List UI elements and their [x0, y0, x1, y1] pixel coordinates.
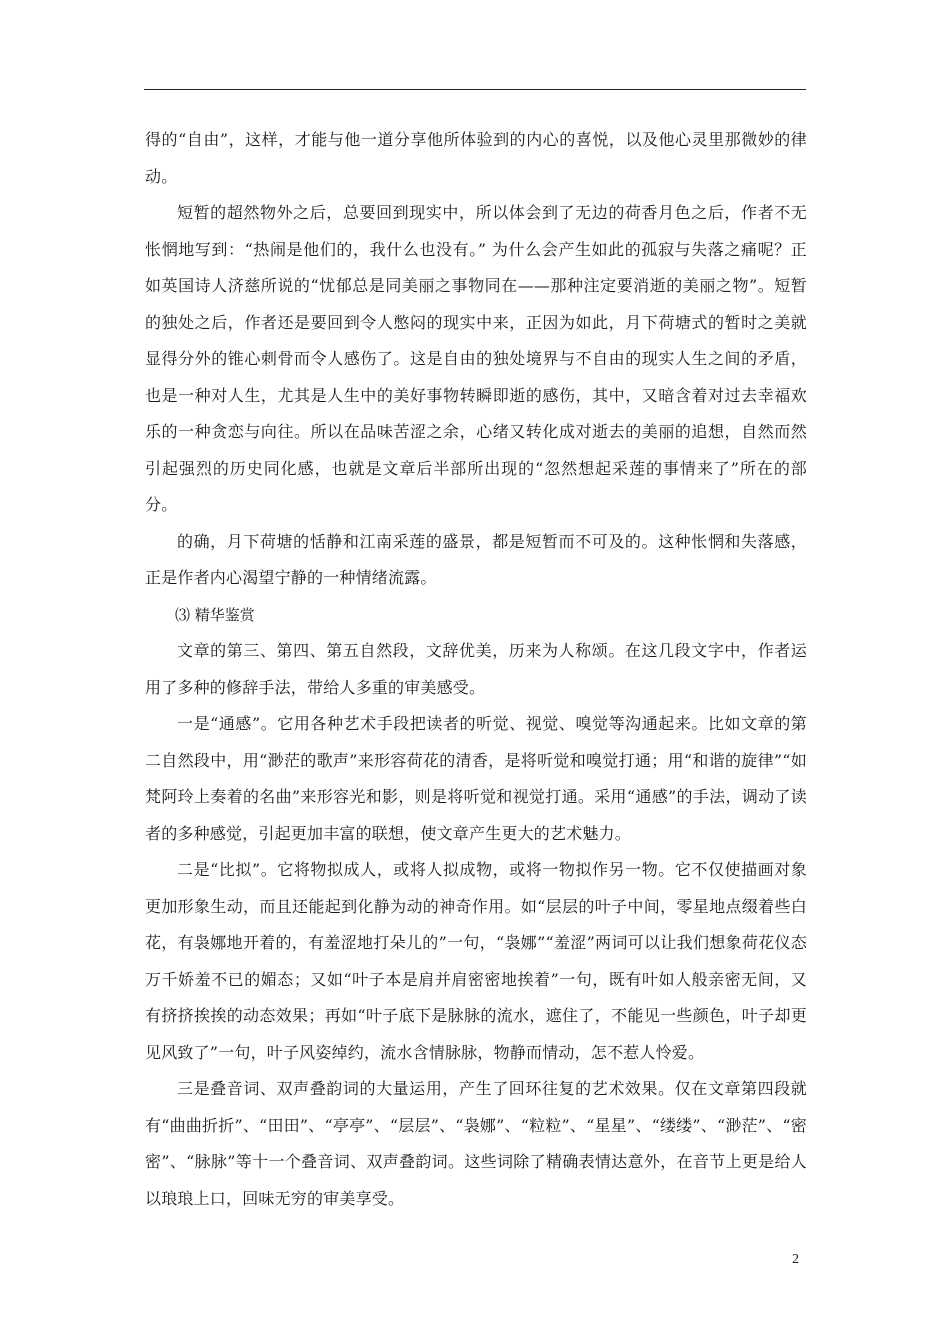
paragraph: 短暂的超然物外之后，总要回到现实中，所以体会到了无边的荷香月色之后，作者不无怅惘地写到：“热闹是他们的，我什么也没有。” 为什么会产生如此的孤寂与失落之痛呢？正如英国诗人济慈所说的“忧郁总是同美丽之事物同在——那种注定要消逝的美丽之物”。短暂的独处之后，作者还是要回到令人憋闷的现实中来，正因为如此，月下荷塘式的暂时之美就显得分外的锥心刺骨而令人感伤了。这是自由的独处境界与不自由的现实人生之间的矛盾，也是一种对人生，尤其是人生中的美好事物转瞬即逝的感伤，其中，又暗含着对过去幸福欢乐的一种贪恋与向往。所以在品味苦涩之余，心绪又转化成对逝去的美丽的追想，自然而然引起强烈的历史同化感，也就是文章后半部所出现的“忽然想起采莲的事情来了”所在的部分。	[145, 203, 807, 514]
document-body	[145, 122, 807, 1217]
paragraph: 得的“自由”，这样，才能与他一道分享他所体验到的内心的喜悦，以及他心灵里那微妙的律动。	[145, 130, 807, 186]
paragraph: 一是“通感”。它用各种艺术手段把读者的听觉、视觉、嗅觉等沟通起来。比如文章的第二自然段中，用“渺茫的歌声”来形容荷花的清香，是将听觉和嗅觉打通；用“和谐的旋律”“如梵阿玲上奏着的名曲”来形容光和影，则是将听觉和视觉打通。采用“通感”的手法，调动了读者的多种感觉，引起更加丰富的联想，使文章产生更大的艺术魅力。	[145, 714, 807, 843]
paragraph: 三是叠音词、双声叠韵词的大量运用，产生了回环往复的艺术效果。仅在文章第四段就有“曲曲折折”、“田田”、“亭亭”、“层层”、“袅娜”、“粒粒”、“星星”、“缕缕”、“渺茫”、“密密”、“脉脉”等十一个叠音词、双声叠韵词。这些词除了精确表情达意外，在音节上更是给人以琅琅上口，回味无穷的审美享受。	[145, 1079, 807, 1208]
header-rule	[144, 89, 806, 90]
paragraph: 的确，月下荷塘的恬静和江南采莲的盛景，都是短暂而不可及的。这种怅惘和失落感，正是作者内心渴望宁静的一种情绪流露。	[145, 531, 807, 587]
paragraph: 文章的第三、第四、第五自然段，文辞优美，历来为人称颂。在这几段文字中，作者运用了多种的修辞手法，带给人多重的审美感受。	[145, 641, 807, 697]
page-number: 2	[792, 1252, 799, 1267]
section-heading: ⑶ 精华鉴赏	[175, 605, 255, 624]
paragraph: 二是“比拟”。它将物拟成人，或将人拟成物，或将一物拟作另一物。它不仅使描画对象更加形象生动，而且还能起到化静为动的神奇作用。如“层层的叶子中间，零星地点缀着些白花，有袅娜地开着的，有羞涩地打朵儿的”一句，“袅娜”“羞涩”两词可以让我们想象荷花仪态万千娇羞不已的媚态；又如“叶子本是肩并肩密密地挨着”一句，既有叶如人般亲密无间，又有挤挤挨挨的动态效果；再如“叶子底下是脉脉的流水，遮住了，不能见一些颜色，叶子却更见风致了”一句，叶子风姿绰约，流水含情脉脉，物静而情动，怎不惹人怜爱。	[145, 860, 807, 1062]
